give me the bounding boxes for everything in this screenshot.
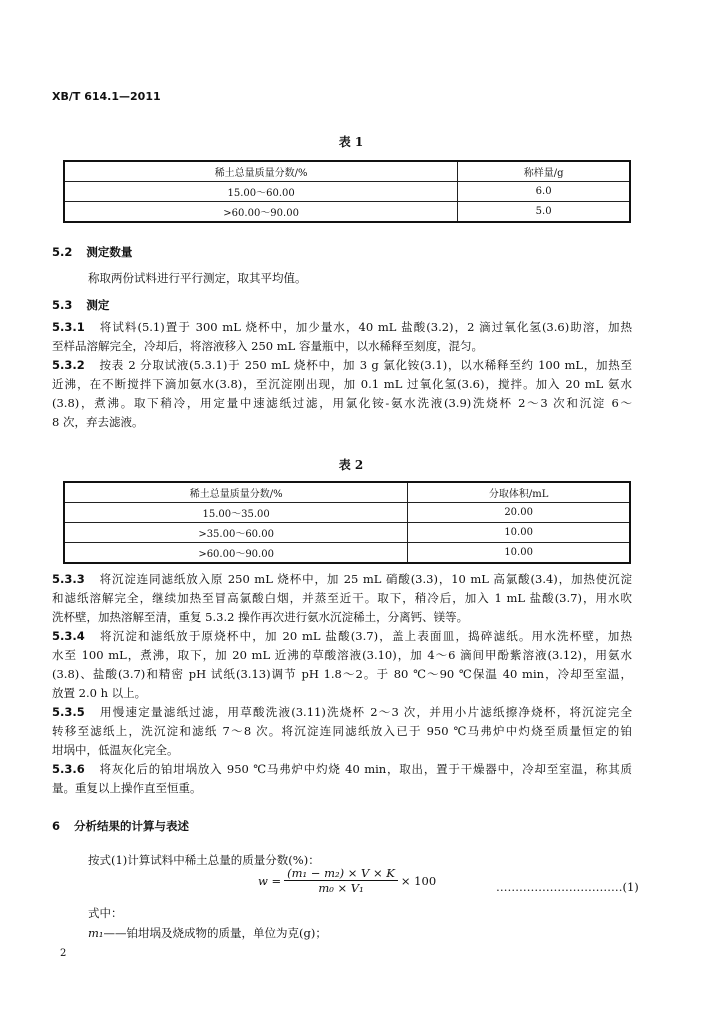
table1-caption: 表 1 bbox=[338, 135, 364, 149]
formula-numerator: (m₁ − m₂) × V × K bbox=[284, 866, 398, 881]
text-line: 量。重复以上操作直至恒重。 bbox=[52, 781, 202, 795]
formula-number: ……………………………(1) bbox=[496, 880, 639, 894]
table-cell: >35.00～60.00 bbox=[64, 523, 408, 543]
table-cell: >60.00～90.00 bbox=[64, 202, 458, 223]
table-header: 稀土总量质量分数/% bbox=[64, 161, 458, 182]
section-6-heading: 6 分析结果的计算与表述 bbox=[52, 819, 190, 833]
text-line: 转移至滤纸上，洗沉淀和滤纸 7～8 次。将沉淀连同滤纸放入已于 950 ℃马弗炉中灼烧至质量恒定的铂 bbox=[52, 724, 632, 738]
table-header: 稀土总量质量分数/% bbox=[64, 482, 408, 503]
table-row bbox=[64, 202, 630, 223]
document-header: XB/T 614.1—2011 bbox=[52, 90, 161, 103]
formula-1 bbox=[258, 866, 436, 895]
section-5-2-heading: 5.2 测定数量 bbox=[52, 245, 133, 259]
page-number: 2 bbox=[60, 948, 67, 959]
text-line: 至样品溶解完全，冷却后，将溶液移入 250 mL 容量瓶中，以水稀释至刻度，混匀。 bbox=[52, 339, 483, 353]
formula-denominator: m₀ × V₁ bbox=[318, 881, 364, 895]
table-cell: >60.00～90.00 bbox=[64, 543, 408, 564]
text-line: (3.8)，煮沸。取下稍冷，用定量中速滤纸过滤，用氯化铵-氨水洗液(3.9)洗烧杯 2～3 次和沉淀 6～ bbox=[52, 396, 632, 410]
table-row bbox=[64, 543, 630, 564]
formula-lhs: w = bbox=[258, 873, 282, 888]
table-row bbox=[64, 182, 630, 202]
table-cell: 15.00～35.00 bbox=[64, 503, 408, 523]
table2 bbox=[63, 481, 631, 564]
text-line: 水至 100 mL，煮沸，取下，加 20 mL 近沸的草酸溶液(3.10)，加 4～6 滴间甲酚紫溶液(3.12)，用氨水 bbox=[52, 648, 632, 662]
table-cell: 6.0 bbox=[458, 182, 630, 202]
table-header: 分取体积/mL bbox=[408, 482, 630, 503]
table-row bbox=[64, 523, 630, 543]
table-cell: 5.0 bbox=[458, 202, 630, 223]
section-5-3-1: 5.3.1 将试料(5.1)置于 300 mL 烧杯中，加少量水，40 mL 盐酸(3.2)，2 滴过氧化氢(3.6)助溶，加热 bbox=[52, 320, 632, 334]
text-line: 近沸，在不断搅拌下滴加氨水(3.8)，至沉淀刚出现，加 0.1 mL 过氧化氢(3.6)，搅拌。加入 20 mL 氨水 bbox=[52, 377, 632, 391]
text-line: 8 次，弃去滤液。 bbox=[52, 415, 144, 429]
section-5-2-text: 称取两份试料进行平行测定，取其平均值。 bbox=[88, 271, 307, 285]
section-5-3-5: 5.3.5 用慢速定量滤纸过滤，用草酸洗液(3.11)洗烧杯 2～3 次，并用小片滤纸擦净烧杯，将沉淀完全 bbox=[52, 705, 632, 719]
formula-fraction bbox=[284, 866, 398, 895]
table-cell: 20.00 bbox=[408, 503, 630, 523]
section-5-3-heading: 5.3 测定 bbox=[52, 298, 110, 312]
table-row bbox=[64, 503, 630, 523]
table-header: 称样量/g bbox=[458, 161, 630, 182]
formula-tail: × 100 bbox=[400, 873, 437, 888]
table-cell: 10.00 bbox=[408, 543, 630, 564]
where-label: 式中： bbox=[88, 906, 123, 920]
section-5-3-2: 5.3.2 按表 2 分取试液(5.3.1)于 250 mL 烧杯中，加 3 g 氯化铵(3.1)，以水稀释至约 100 mL，加热至 bbox=[52, 358, 632, 372]
table-cell: 10.00 bbox=[408, 523, 630, 543]
section-5-3-3: 5.3.3 将沉淀连同滤纸放入原 250 mL 烧杯中，加 25 mL 硝酸(3.3)，10 mL 高氯酸(3.4)，加热使沉淀 bbox=[52, 572, 632, 586]
text-line: (3.8)、盐酸(3.7)和精密 pH 试纸(3.13)调节 pH 1.8～2。于 80 ℃～90 ℃保温 40 min，冷却至室温， bbox=[52, 667, 632, 681]
formula-intro: 按式(1)计算试料中稀土总量的质量分数(%)： bbox=[88, 853, 320, 867]
text-line: 和滤纸溶解完全，继续加热至冒高氯酸白烟，并蒸至近干。取下，稍冷后，加入 1 mL 盐酸(3.7)，用水吹 bbox=[52, 591, 632, 605]
definition-m1: m₁——铂坩埚及烧成物的质量，单位为克(g)； bbox=[88, 926, 327, 940]
text-line: 洗杯壁，加热溶解至清，重复 5.3.2 操作再次进行氨水沉淀稀土，分离钙、镁等。 bbox=[52, 610, 469, 624]
text-line: 放置 2.0 h 以上。 bbox=[52, 686, 147, 700]
table-cell: 15.00～60.00 bbox=[64, 182, 458, 202]
section-5-3-4: 5.3.4 将沉淀和滤纸放于原烧杯中，加 20 mL 盐酸(3.7)，盖上表面皿，捣碎滤纸。用水洗杯壁，加热 bbox=[52, 629, 632, 643]
section-5-3-6: 5.3.6 将灰化后的铂坩埚放入 950 ℃马弗炉中灼烧 40 min，取出，置于干燥器中，冷却至室温，称其质 bbox=[52, 762, 632, 776]
table1 bbox=[63, 160, 631, 223]
table2-caption: 表 2 bbox=[338, 458, 364, 472]
text-line: 坩埚中，低温灰化完全。 bbox=[52, 743, 179, 757]
